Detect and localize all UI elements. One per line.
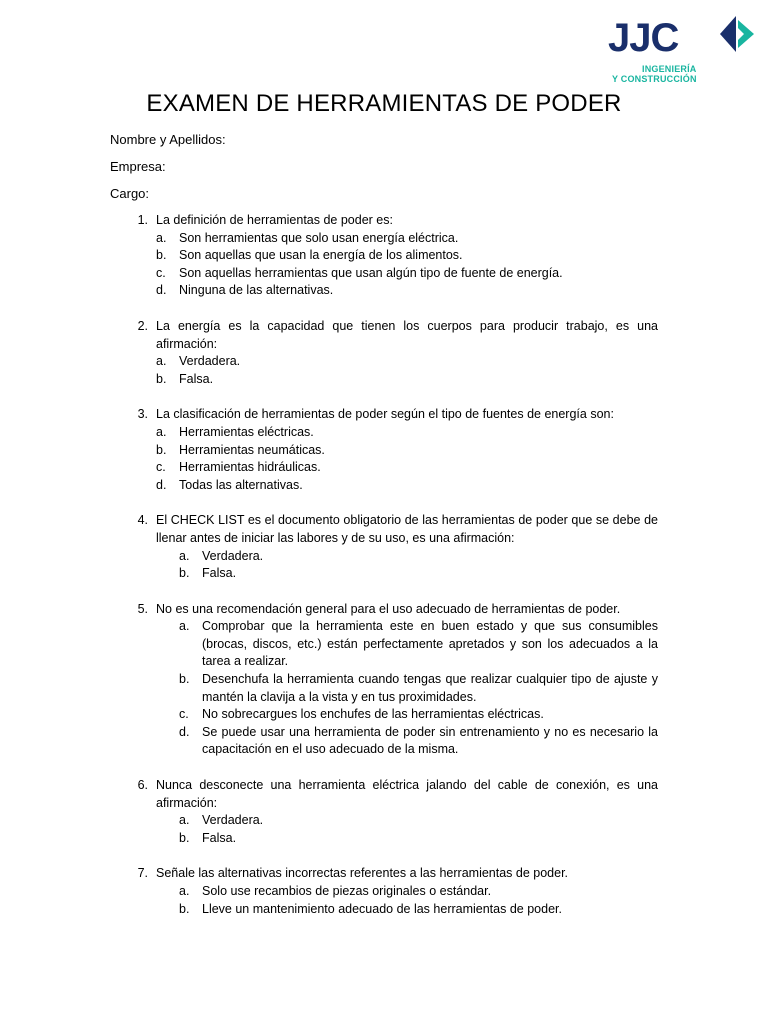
option-letter: a. [156, 230, 167, 245]
option-letter: b. [156, 371, 167, 386]
option-text: Falsa. [179, 371, 214, 386]
question-row [110, 601, 658, 619]
question-number: 1. [137, 213, 148, 227]
option-text: Comprobar que la herramienta este en buen estado y que sus consumibles (brocas, discos, etc.) están perfectamente apretados y son los adecuados a la tarea a realizar. [202, 619, 658, 669]
option-text: Desenchufa la herramienta cuando tengas que realizar cualquier tipo de ajuste y mantén la clavija a la vista y en tus proximidades. [202, 672, 658, 704]
option-text: Son herramientas que solo usan energía eléctrica. [179, 230, 459, 245]
question-row [110, 318, 658, 353]
logo-subtitle-line2: Y CONSTRUCCIÓN [612, 74, 697, 84]
company-logo [600, 8, 760, 86]
option-letter: b. [179, 672, 190, 687]
option-text: Verdadera. [179, 354, 241, 369]
company-field-label: Empresa: [110, 159, 166, 174]
option-text: Son aquellas herramientas que usan algún tipo de fuente de energía. [179, 265, 563, 280]
option-text: No sobrecargues los enchufes de las herramientas eléctricas. [202, 707, 544, 722]
question-4 [110, 512, 658, 582]
answer-option [110, 442, 658, 460]
option-letter: d. [156, 477, 167, 492]
answer-option [110, 618, 658, 671]
question-6 [110, 777, 658, 847]
answer-option [110, 548, 658, 566]
option-letter: a. [179, 619, 190, 634]
option-letter: b. [179, 566, 190, 581]
answer-option [110, 371, 658, 389]
question-text: La definición de herramientas de poder es: [156, 213, 393, 227]
question-number: 5. [137, 601, 148, 616]
page-title: EXAMEN DE HERRAMIENTAS DE PODER [146, 90, 622, 117]
option-text: Todas las alternativas. [179, 477, 303, 492]
question-text: La clasificación de herramientas de poder según el tipo de fuentes de energía son: [156, 407, 614, 422]
question-1 [110, 212, 658, 300]
question-5 [110, 601, 658, 759]
option-letter: a. [179, 813, 190, 828]
option-text: Verdadera. [202, 548, 264, 563]
answer-option [110, 247, 658, 265]
option-letter: d. [156, 283, 167, 298]
question-2 [110, 318, 658, 388]
name-field-label: Nombre y Apellidos: [110, 132, 226, 147]
option-text: Herramientas hidráulicas. [179, 460, 321, 475]
option-text: Solo use recambios de piezas originales o estándar. [202, 884, 492, 898]
option-text: Herramientas eléctricas. [179, 424, 314, 439]
option-text: Herramientas neumáticas. [179, 442, 325, 457]
option-letter: a. [179, 884, 190, 898]
option-letter: b. [156, 248, 167, 263]
option-text: Son aquellas que usan la energía de los alimentos. [179, 248, 463, 263]
answer-option [110, 424, 658, 442]
option-text: Ninguna de las alternativas. [179, 283, 334, 298]
answer-option [110, 671, 658, 706]
answer-option [110, 565, 658, 583]
question-number: 4. [137, 513, 148, 528]
question-number: 6. [137, 778, 148, 793]
answer-option [110, 477, 658, 495]
logo-subtitle-line1: INGENIERÍA [642, 64, 697, 74]
question-row [110, 406, 658, 424]
option-text: Se puede usar una herramienta de poder sin entrenamiento y no es necesario la capacitación en el uso adecuado de la misma. [202, 724, 658, 757]
answer-option [110, 830, 658, 848]
question-row [110, 777, 658, 812]
question-3 [110, 406, 658, 494]
question-row [110, 512, 658, 547]
option-letter: c. [179, 707, 189, 722]
option-letter: a. [179, 548, 190, 563]
answer-option [110, 883, 658, 901]
question-row [110, 212, 658, 230]
question-text: El CHECK LIST es el documento obligatorio de las herramientas de poder que se debe de llenar antes de iniciar las labores y de su uso, es una afirmación: [156, 513, 658, 545]
question-number: 7. [137, 866, 148, 881]
option-text: Falsa. [202, 830, 237, 845]
logo-arrow-icon [698, 8, 758, 60]
option-letter: a. [156, 354, 167, 369]
option-text: Falsa. [202, 566, 237, 581]
question-number: 2. [137, 318, 148, 333]
option-letter: b. [179, 830, 190, 845]
answer-option [110, 724, 658, 759]
option-text: Verdadera. [202, 813, 264, 828]
answer-option [110, 459, 658, 477]
option-letter: b. [179, 901, 190, 916]
position-field-label: Cargo: [110, 186, 150, 201]
option-text: Lleve un mantenimiento adecuado de las herramientas de poder. [202, 901, 562, 916]
answer-option [110, 901, 658, 919]
answer-option [110, 706, 658, 724]
option-letter: c. [156, 265, 166, 280]
option-letter: c. [156, 460, 166, 475]
question-text: Señale las alternativas incorrectas referentes a las herramientas de poder. [156, 866, 569, 881]
question-text: La energía es la capacidad que tienen los cuerpos para producir trabajo, es una afirmación: [156, 318, 658, 351]
question-text: No es una recomendación general para el uso adecuado de herramientas de poder. [156, 601, 621, 616]
answer-option [110, 812, 658, 830]
answer-option [110, 353, 658, 371]
question-list [110, 212, 658, 936]
question-number: 3. [137, 407, 148, 422]
question-row [110, 865, 658, 883]
option-letter: d. [179, 724, 190, 739]
option-letter: a. [156, 424, 167, 439]
option-letter: b. [156, 442, 167, 457]
answer-option [110, 265, 658, 283]
answer-option [110, 282, 658, 300]
answer-option [110, 230, 658, 248]
question-7 [110, 865, 658, 918]
logo-name: JJC [608, 16, 679, 60]
question-text: Nunca desconecte una herramienta eléctrica jalando del cable de conexión, es una afirmación: [156, 778, 658, 810]
